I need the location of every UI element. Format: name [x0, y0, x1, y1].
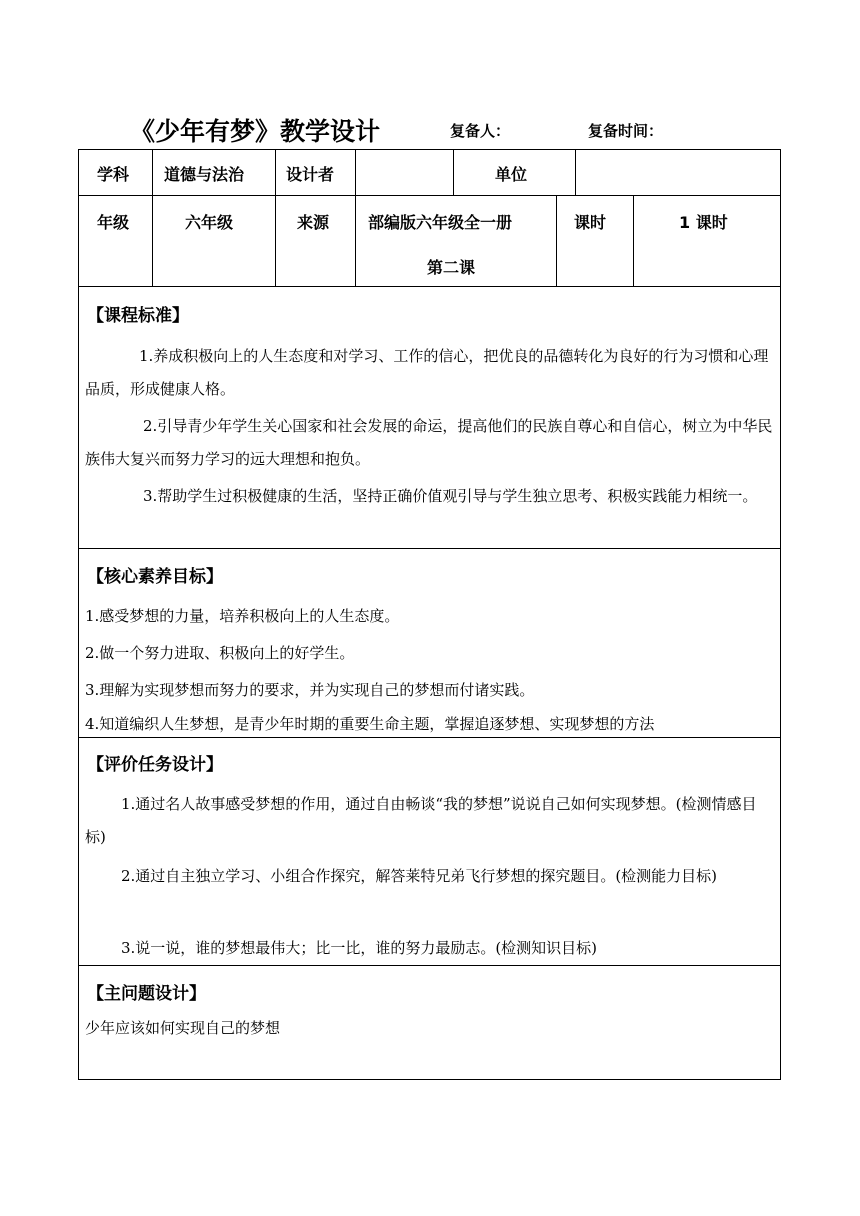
evaluation-title: 【评价任务设计】 [87, 755, 223, 775]
literacy-item: 2.做一个努力进取、积极向上的好学生。 [85, 644, 355, 662]
col-divider [152, 195, 153, 286]
row-divider [79, 965, 780, 966]
subject-label: 学科 [97, 165, 130, 184]
row-divider [79, 195, 780, 196]
question-text: 少年应该如何实现自己的梦想 [85, 1019, 281, 1037]
source-label: 来源 [297, 213, 330, 232]
curriculum-item: 2.引导青少年学生关心国家和社会发展的命运，提高他们的民族自尊心和自信心，树立为中华民族伟大复兴而努力学习的远大理想和抱负。 [85, 417, 773, 468]
prep-time-label: 复备时间： [588, 122, 664, 140]
page-title: 《少年有梦》教学设计 [130, 117, 381, 146]
evaluation-item: 3.说一说，谁的梦想最伟大；比一比，谁的努力最励志。(检测知识目标) [121, 939, 598, 957]
col-divider [633, 195, 634, 286]
literacy-item: 4.知道编织人生梦想，是青少年时期的重要生命主题，掌握追逐梦想、实现梦想的方法 [85, 715, 655, 733]
col-divider [275, 150, 276, 195]
designer-label: 设计者 [286, 165, 335, 184]
col-divider [556, 195, 557, 286]
hours-label: 课时 [574, 213, 607, 232]
curriculum-item: 1.养成积极向上的人生态度和对学习、工作的信心，把优良的品德转化为良好的行为习惯和心理品质，形成健康人格。 [85, 347, 769, 398]
subject-value: 道德与法治 [164, 165, 245, 184]
question-title: 【主问题设计】 [87, 984, 206, 1004]
col-divider [575, 150, 576, 195]
hours-value: 1 课时 [679, 213, 728, 232]
curriculum-title: 【课程标准】 [87, 306, 189, 326]
evaluation-item: 1.通过名人故事感受梦想的作用，通过自由畅谈“我的梦想”说说自己如何实现梦想。(检测情感目标) [85, 795, 757, 846]
evaluation-item: 2.通过自主独立学习、小组合作探究，解答莱特兄弟飞行梦想的探究题目。(检测能力目标) [121, 867, 718, 885]
source-value-line1: 部编版六年级全一册 [368, 213, 513, 232]
col-divider [453, 150, 454, 195]
curriculum-item: 3.帮助学生过积极健康的生活，坚持正确价值观引导与学生独立思考、积极实践能力相统一。 [143, 487, 758, 505]
source-value-line2: 第二课 [427, 258, 476, 277]
literacy-item: 1.感受梦想的力量，培养积极向上的人生态度。 [85, 607, 400, 625]
literacy-item: 3.理解为实现梦想而努力的要求，并为实现自己的梦想而付诸实践。 [85, 681, 535, 699]
lesson-plan-table [78, 149, 781, 1080]
document-header [0, 112, 860, 152]
grade-value: 六年级 [185, 213, 234, 232]
row-divider [79, 548, 780, 549]
row-divider [79, 286, 780, 287]
preparer-label: 复备人： [450, 122, 511, 140]
col-divider [355, 195, 356, 286]
col-divider [152, 150, 153, 195]
unit-label: 单位 [495, 165, 528, 184]
grade-label: 年级 [97, 213, 130, 232]
literacy-title: 【核心素养目标】 [87, 567, 223, 587]
col-divider [275, 195, 276, 286]
col-divider [355, 150, 356, 195]
